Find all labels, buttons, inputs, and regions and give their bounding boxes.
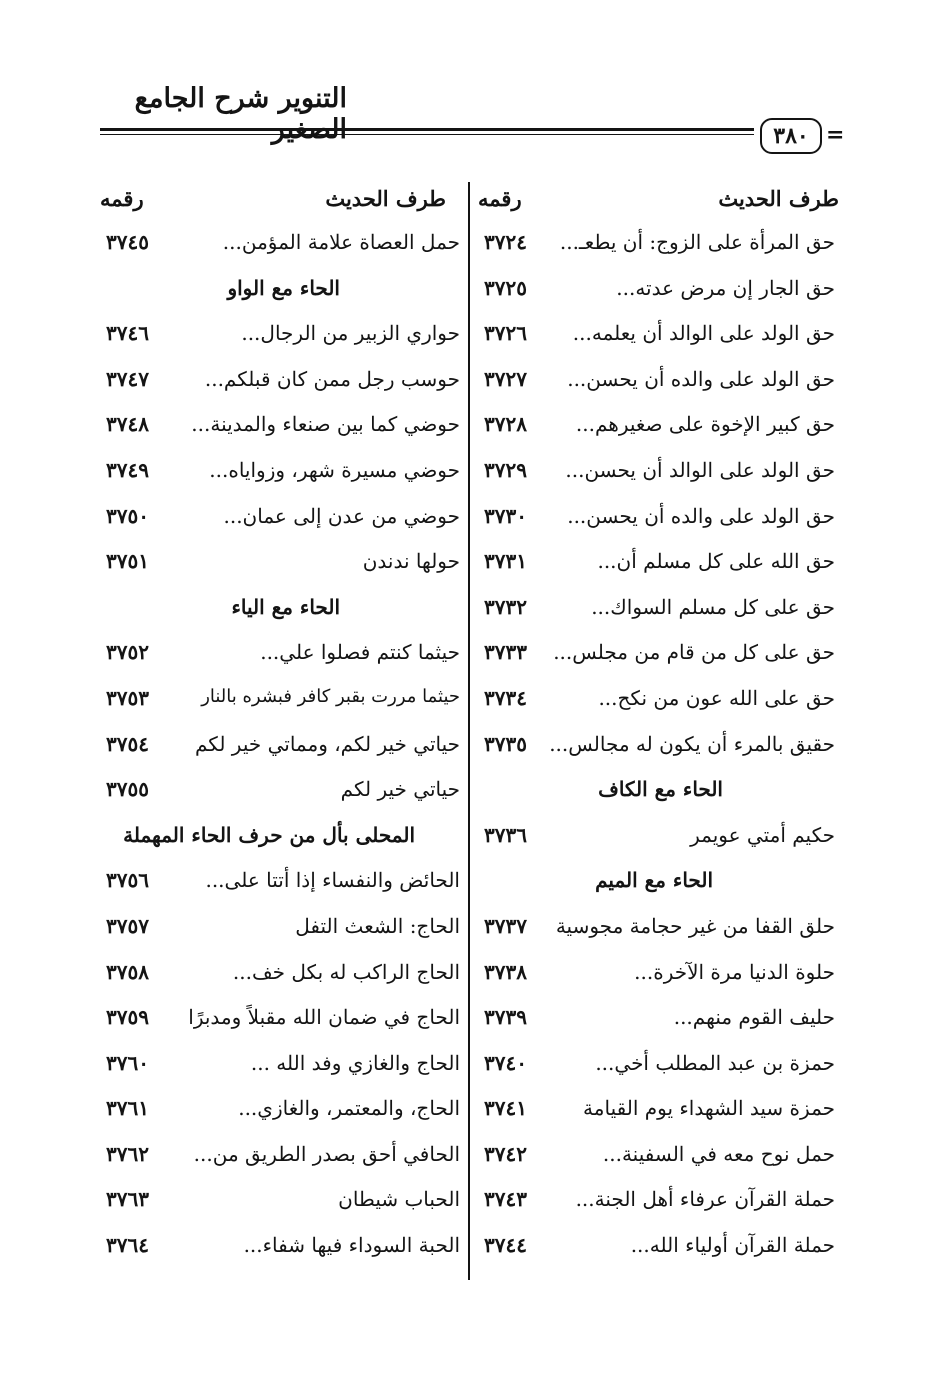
hadith-number: ٣٧٤٤	[484, 1233, 527, 1258]
list-item	[480, 543, 835, 589]
page-mark: =	[826, 122, 845, 148]
list-item	[480, 1181, 835, 1227]
section-heading-text: الحاء مع الياء	[231, 594, 340, 619]
list-item	[480, 1227, 835, 1273]
section-heading-text: الحاء مع الواو	[227, 275, 340, 300]
hadith-number: ٣٧٥٣	[106, 685, 149, 710]
right-number-header: رقمه	[478, 186, 522, 211]
hadith-number: ٣٧٤٢	[484, 1141, 527, 1166]
list-item	[100, 771, 460, 817]
list-item	[480, 498, 835, 544]
hadith-number: ٣٧٤٦	[106, 321, 149, 346]
hadith-text: حياتي خير لكم	[340, 777, 460, 802]
section-heading-text: الحاء مع الكاف	[598, 777, 723, 802]
left-text-header: طرف الحديث	[325, 186, 446, 211]
list-item	[100, 999, 460, 1045]
hadith-text: حكيم أمتي عويمر	[690, 822, 835, 847]
hadith-number: ٣٧٣٢	[484, 594, 527, 619]
hadith-text: حولها ندندن	[362, 549, 460, 574]
section-heading	[480, 862, 835, 908]
hadith-text: حمزة سيد الشهداء يوم القيامة	[583, 1096, 835, 1121]
hadith-text: حق على كل من قام من مجلس...	[553, 640, 835, 665]
list-item	[480, 224, 835, 270]
hadith-text: الحافي أحق بصدر الطريق من...	[193, 1141, 460, 1166]
hadith-number: ٣٧٢٥	[484, 275, 527, 300]
hadith-text: الحباب شيطان	[338, 1187, 460, 1212]
list-item	[480, 908, 835, 954]
list-item	[100, 1227, 460, 1273]
hadith-text: حملة القرآن عرفاء أهل الجنة...	[575, 1187, 835, 1212]
list-item	[100, 406, 460, 452]
section-heading	[480, 771, 835, 817]
list-item	[480, 589, 835, 635]
section-heading	[100, 817, 460, 863]
hadith-number: ٣٧٦٤	[106, 1233, 149, 1258]
list-item	[100, 680, 460, 726]
hadith-text: حيثما مررت بقبر كافر فبشره بالنار	[201, 685, 460, 707]
hadith-text: حمل العصاة علامة المؤمن...	[222, 230, 460, 254]
list-item	[100, 1181, 460, 1227]
hadith-text: حق الولد على الوالد أن يعلمه...	[572, 321, 835, 346]
list-item	[480, 315, 835, 361]
hadith-number: ٣٧٥٧	[106, 913, 149, 938]
hadith-number: ٣٧٣٦	[484, 822, 527, 847]
hadith-number: ٣٧٣٣	[484, 640, 527, 665]
hadith-text: حيثما كنتم فصلوا علي...	[260, 640, 460, 665]
hadith-number: ٣٧٣١	[484, 549, 527, 574]
hadith-number: ٣٧٥٩	[106, 1005, 149, 1030]
hadith-text: حق الولد على والده أن يحسن...	[567, 366, 835, 391]
list-item	[100, 862, 460, 908]
hadith-number: ٣٧٢٩	[484, 457, 527, 482]
header-rule-bottom	[100, 134, 754, 135]
hadith-number: ٣٧٢٨	[484, 412, 527, 437]
hadith-number: ٣٧٥٦	[106, 868, 149, 893]
list-item	[480, 999, 835, 1045]
hadith-number: ٣٧٤٧	[106, 366, 149, 391]
hadith-text: حمزة بن عبد المطلب أخي...	[595, 1050, 835, 1075]
hadith-text: حق الولد على الوالد أن يحسن...	[565, 457, 835, 482]
list-item	[100, 361, 460, 407]
list-item	[480, 1045, 835, 1091]
hadith-text: حليف القوم منهم...	[673, 1005, 835, 1030]
column-divider	[468, 182, 470, 1280]
hadith-number: ٣٧٥٤	[106, 731, 149, 756]
hadith-number: ٣٧٣٥	[484, 731, 527, 756]
left-column	[100, 224, 460, 1273]
hadith-text: حلق القفا من غير حجامة مجوسية	[555, 913, 835, 938]
list-item	[100, 634, 460, 680]
hadith-number: ٣٧٤٥	[106, 230, 149, 254]
hadith-number: ٣٧٤٨	[106, 412, 149, 437]
list-item	[100, 498, 460, 544]
hadith-number: ٣٧٣٨	[484, 959, 527, 984]
list-item	[480, 680, 835, 726]
list-item	[480, 817, 835, 863]
hadith-text: حق المرأة على الزوج: أن يطعـ...	[559, 230, 835, 254]
hadith-number: ٣٧٦٣	[106, 1187, 149, 1212]
list-item	[100, 224, 460, 270]
section-heading	[100, 270, 460, 316]
left-number-header: رقمه	[100, 186, 144, 211]
list-item	[100, 726, 460, 772]
list-item	[480, 452, 835, 498]
hadith-number: ٣٧٣٤	[484, 685, 527, 710]
hadith-text: الحاج في ضمان الله مقبلاً ومدبرًا	[188, 1005, 460, 1030]
hadith-number: ٣٧٥٨	[106, 959, 149, 984]
hadith-number: ٣٧٦٢	[106, 1141, 149, 1166]
list-item	[100, 954, 460, 1000]
header-rule-top	[100, 128, 754, 131]
hadith-number: ٣٧٢٧	[484, 366, 527, 391]
list-item	[100, 1136, 460, 1182]
hadith-number: ٣٧٤٠	[484, 1050, 527, 1075]
right-column	[480, 224, 835, 1273]
hadith-text: حق على الله عون من نكح...	[598, 685, 835, 710]
section-heading-text: المحلى بأل من حرف الحاء المهملة	[123, 822, 415, 847]
hadith-text: الحاج الراكب له بكل خف...	[232, 959, 460, 984]
hadith-number: ٣٧٤٩	[106, 457, 149, 482]
list-item	[480, 406, 835, 452]
hadith-number: ٣٧٤٣	[484, 1187, 527, 1212]
list-item	[480, 726, 835, 772]
page-number: ٣٨٠	[760, 118, 822, 154]
hadith-text: حوضي من عدن إلى عمان...	[223, 503, 460, 528]
hadith-number: ٣٧٢٤	[484, 230, 527, 254]
hadith-text: حياتي خير لكم، ومماتي خير لكم	[195, 731, 460, 756]
hadith-text: حوضي مسيرة شهر، وزواياه...	[209, 457, 460, 482]
hadith-text: الحائض والنفساء إذا أتتا على...	[205, 868, 460, 893]
hadith-text: حوضي كما بين صنعاء والمدينة...	[191, 412, 460, 437]
hadith-text: الحاج، والمعتمر، والغازي...	[238, 1096, 460, 1121]
hadith-text: حواري الزبير من الرجال...	[241, 321, 460, 346]
list-item	[480, 954, 835, 1000]
list-item	[100, 452, 460, 498]
hadith-text: حملة القرآن أولياء الله...	[630, 1233, 835, 1258]
hadith-number: ٣٧٦١	[106, 1096, 149, 1121]
hadith-text: حق الولد على والده أن يحسن...	[567, 503, 835, 528]
hadith-text: الحاج: الشعث التفل	[295, 913, 460, 938]
list-item	[480, 361, 835, 407]
hadith-text: حلوة الدنيا مرة الآخرة...	[634, 959, 835, 984]
hadith-number: ٣٧٥١	[106, 549, 149, 574]
hadith-text: حوسب رجل ممن كان قبلكم...	[204, 366, 460, 391]
list-item	[100, 1090, 460, 1136]
hadith-text: الحاج والغازي وفد الله ...	[250, 1050, 460, 1075]
hadith-text: حق على كل مسلم السواك...	[591, 594, 835, 619]
hadith-text: حق الجار إن مرض عدته...	[616, 275, 835, 300]
hadith-number: ٣٧٥٥	[106, 777, 149, 802]
hadith-text: حق الله على كل مسلم أن...	[597, 549, 835, 574]
hadith-text: حق كبير الإخوة على صغيرهم...	[575, 412, 835, 437]
list-item	[100, 1045, 460, 1091]
hadith-number: ٣٧٥٢	[106, 640, 149, 665]
hadith-number: ٣٧٤١	[484, 1096, 527, 1121]
hadith-text: حمل نوح معه في السفينة...	[602, 1141, 835, 1166]
list-item	[100, 315, 460, 361]
section-heading	[100, 589, 460, 635]
list-item	[480, 1090, 835, 1136]
hadith-text: حقيق بالمرء أن يكون له مجالس...	[549, 731, 835, 756]
hadith-number: ٣٧٥٠	[106, 503, 149, 528]
book-title: التنوير شرح الجامع	[134, 83, 347, 114]
section-heading-text: الحاء مع الميم	[595, 868, 713, 893]
hadith-number: ٣٧٣٧	[484, 913, 527, 938]
hadith-number: ٣٧٣٩	[484, 1005, 527, 1030]
list-item	[480, 1136, 835, 1182]
list-item	[480, 270, 835, 316]
hadith-text: الحبة السوداء فيها شفاء...	[243, 1233, 460, 1258]
list-item	[480, 634, 835, 680]
right-text-header: طرف الحديث	[718, 186, 839, 211]
hadith-number: ٣٧٣٠	[484, 503, 527, 528]
list-item	[100, 908, 460, 954]
hadith-number: ٣٧٦٠	[106, 1050, 149, 1075]
list-item	[100, 543, 460, 589]
hadith-number: ٣٧٢٦	[484, 321, 527, 346]
